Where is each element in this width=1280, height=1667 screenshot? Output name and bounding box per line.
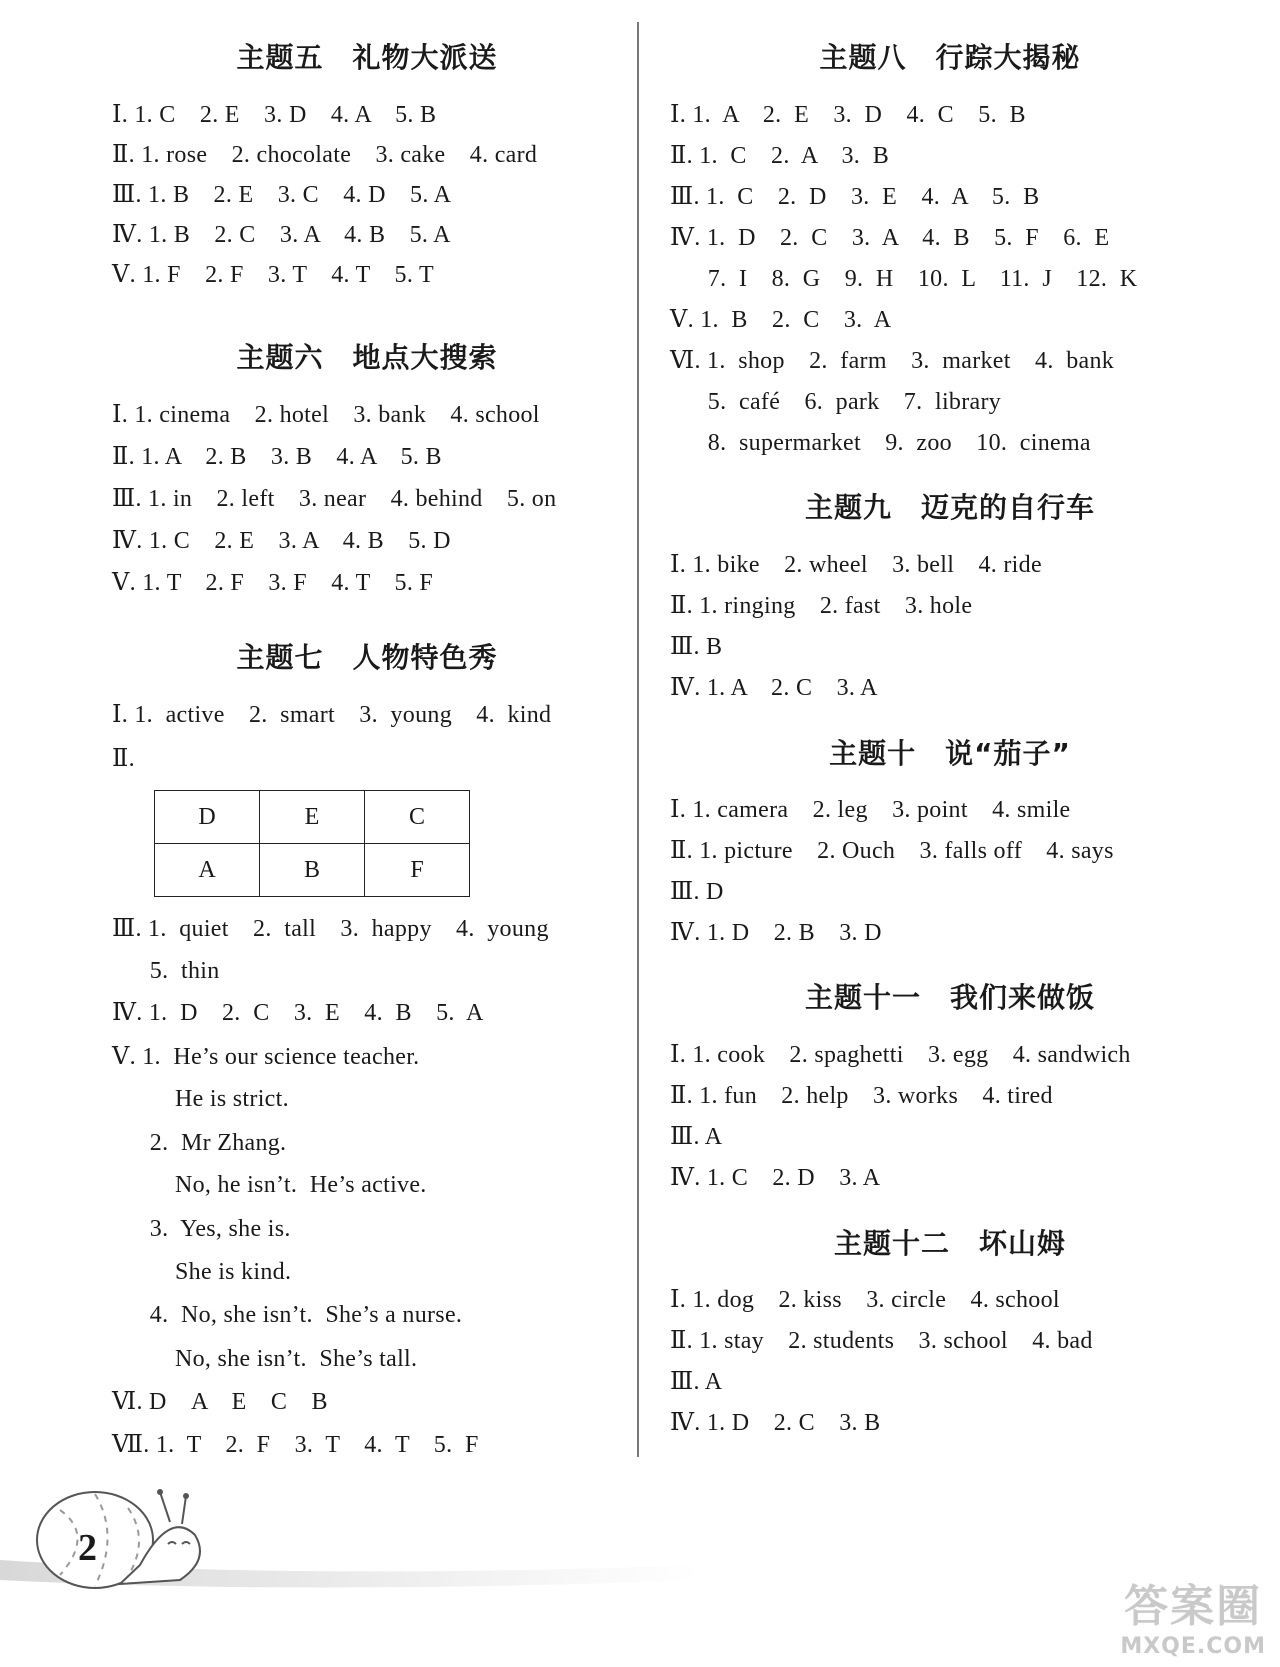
answer-line: Ⅵ. D A E C B <box>112 1389 328 1415</box>
watermark-url: MXQE.COM <box>1120 1634 1266 1659</box>
snail-illustration <box>0 1480 700 1667</box>
answer-line: No, he isn’t. He’s active. <box>112 1172 427 1198</box>
answer-line: Ⅶ. 1. T 2. F 3. T 4. T 5. F <box>112 1432 479 1458</box>
answer-line: She is kind. <box>112 1259 292 1285</box>
answer-line: Ⅰ. 1. A 2. E 3. D 4. C 5. B <box>670 102 1026 128</box>
grid-cell: F <box>365 844 470 897</box>
answer-line: Ⅱ. <box>112 746 135 772</box>
answer-line: Ⅰ. 1. cook 2. spaghetti 3. egg 4. sandwich <box>670 1042 1131 1068</box>
answer-line: No, she isn’t. She’s tall. <box>112 1346 418 1372</box>
answer-line: Ⅰ. 1. active 2. smart 3. young 4. kind <box>112 702 552 728</box>
answer-line: He is strict. <box>112 1086 289 1112</box>
answer-line: Ⅳ. 1. D 2. C 3. A 4. B 5. F 6. E <box>670 225 1110 251</box>
answer-line: Ⅳ. 1. A 2. C 3. A <box>670 675 878 701</box>
answer-line: Ⅱ. 1. picture 2. Ouch 3. falls off 4. says <box>670 838 1114 864</box>
answer-line: 4. No, she isn’t. She’s a nurse. <box>112 1302 463 1328</box>
answer-line: Ⅱ. 1. C 2. A 3. B <box>670 143 890 169</box>
section-heading-11: 主题十一 我们来做饭 <box>804 981 1095 1014</box>
answer-line: Ⅱ. 1. A 2. B 3. B 4. A 5. B <box>112 444 442 470</box>
grid-cell: E <box>260 791 365 844</box>
answer-line: Ⅳ. 1. D 2. C 3. E 4. B 5. A <box>112 1000 484 1026</box>
section-heading-12: 主题十二 坏山姆 <box>833 1227 1066 1260</box>
grid-cell: A <box>155 844 260 897</box>
answer-line: 5. thin <box>112 958 220 984</box>
column-divider <box>637 22 639 1457</box>
answer-line: Ⅵ. 1. shop 2. farm 3. market 4. bank <box>670 348 1115 374</box>
answer-line: Ⅲ. D <box>670 879 724 905</box>
answer-line: Ⅰ. 1. C 2. E 3. D 4. A 5. B <box>112 102 437 128</box>
answer-line: Ⅳ. 1. B 2. C 3. A 4. B 5. A <box>112 222 451 248</box>
answer-line: Ⅳ. 1. C 2. D 3. A <box>670 1165 881 1191</box>
answer-line: 8. supermarket 9. zoo 10. cinema <box>670 430 1091 456</box>
matching-grid <box>154 790 470 897</box>
section-heading-10: 主题十 说“茄子” <box>829 737 1071 770</box>
answer-line: Ⅰ. 1. camera 2. leg 3. point 4. smile <box>670 797 1071 823</box>
section-heading-5: 主题五 礼物大派送 <box>236 41 498 74</box>
answer-line: Ⅴ. 1. B 2. C 3. A <box>670 307 892 333</box>
answer-line: Ⅲ. 1. B 2. E 3. C 4. D 5. A <box>112 182 452 208</box>
answer-line: Ⅲ. 1. quiet 2. tall 3. happy 4. young <box>112 916 549 942</box>
grid-cell: B <box>260 844 365 897</box>
answer-line: Ⅰ. 1. dog 2. kiss 3. circle 4. school <box>670 1287 1060 1313</box>
section-heading-6: 主题六 地点大搜索 <box>236 341 498 374</box>
page-number: 2 <box>78 1527 97 1569</box>
answer-line: Ⅳ. 1. D 2. C 3. B <box>670 1410 881 1436</box>
grid-cell: D <box>155 791 260 844</box>
answer-line: 2. Mr Zhang. <box>112 1130 287 1156</box>
answer-line: Ⅳ. 1. C 2. E 3. A 4. B 5. D <box>112 528 451 554</box>
answer-line: Ⅳ. 1. D 2. B 3. D <box>670 920 882 946</box>
answer-line: Ⅴ. 1. F 2. F 3. T 4. T 5. T <box>112 262 434 288</box>
answer-line: 3. Yes, she is. <box>112 1216 291 1242</box>
answer-line: Ⅲ. B <box>670 634 723 660</box>
answer-line: Ⅱ. 1. rose 2. chocolate 3. cake 4. card <box>112 142 538 168</box>
answer-line: Ⅰ. 1. bike 2. wheel 3. bell 4. ride <box>670 552 1042 578</box>
answer-line: 7. I 8. G 9. H 10. L 11. J 12. K <box>670 266 1138 292</box>
watermark-logo: 答案圈 <box>1124 1581 1263 1632</box>
watermark <box>1120 1570 1266 1659</box>
answer-line: Ⅲ. A <box>670 1369 723 1395</box>
section-heading-7: 主题七 人物特色秀 <box>236 641 498 674</box>
answer-line: Ⅴ. 1. He’s our science teacher. <box>112 1044 420 1070</box>
answer-line: Ⅲ. A <box>670 1124 723 1150</box>
section-heading-9: 主题九 迈克的自行车 <box>804 491 1095 524</box>
answer-line: Ⅰ. 1. cinema 2. hotel 3. bank 4. school <box>112 402 540 428</box>
answer-line: Ⅲ. 1. in 2. left 3. near 4. behind 5. on <box>112 486 557 512</box>
answer-line: Ⅱ. 1. ringing 2. fast 3. hole <box>670 593 973 619</box>
answer-line: Ⅱ. 1. fun 2. help 3. works 4. tired <box>670 1083 1053 1109</box>
answer-line: Ⅲ. 1. C 2. D 3. E 4. A 5. B <box>670 184 1040 210</box>
answer-line: Ⅴ. 1. T 2. F 3. F 4. T 5. F <box>112 570 434 596</box>
grid-cell: C <box>365 791 470 844</box>
answer-line: Ⅱ. 1. stay 2. students 3. school 4. bad <box>670 1328 1093 1354</box>
section-heading-8: 主题八 行踪大揭秘 <box>819 41 1081 74</box>
answer-line: 5. café 6. park 7. library <box>670 389 1002 415</box>
